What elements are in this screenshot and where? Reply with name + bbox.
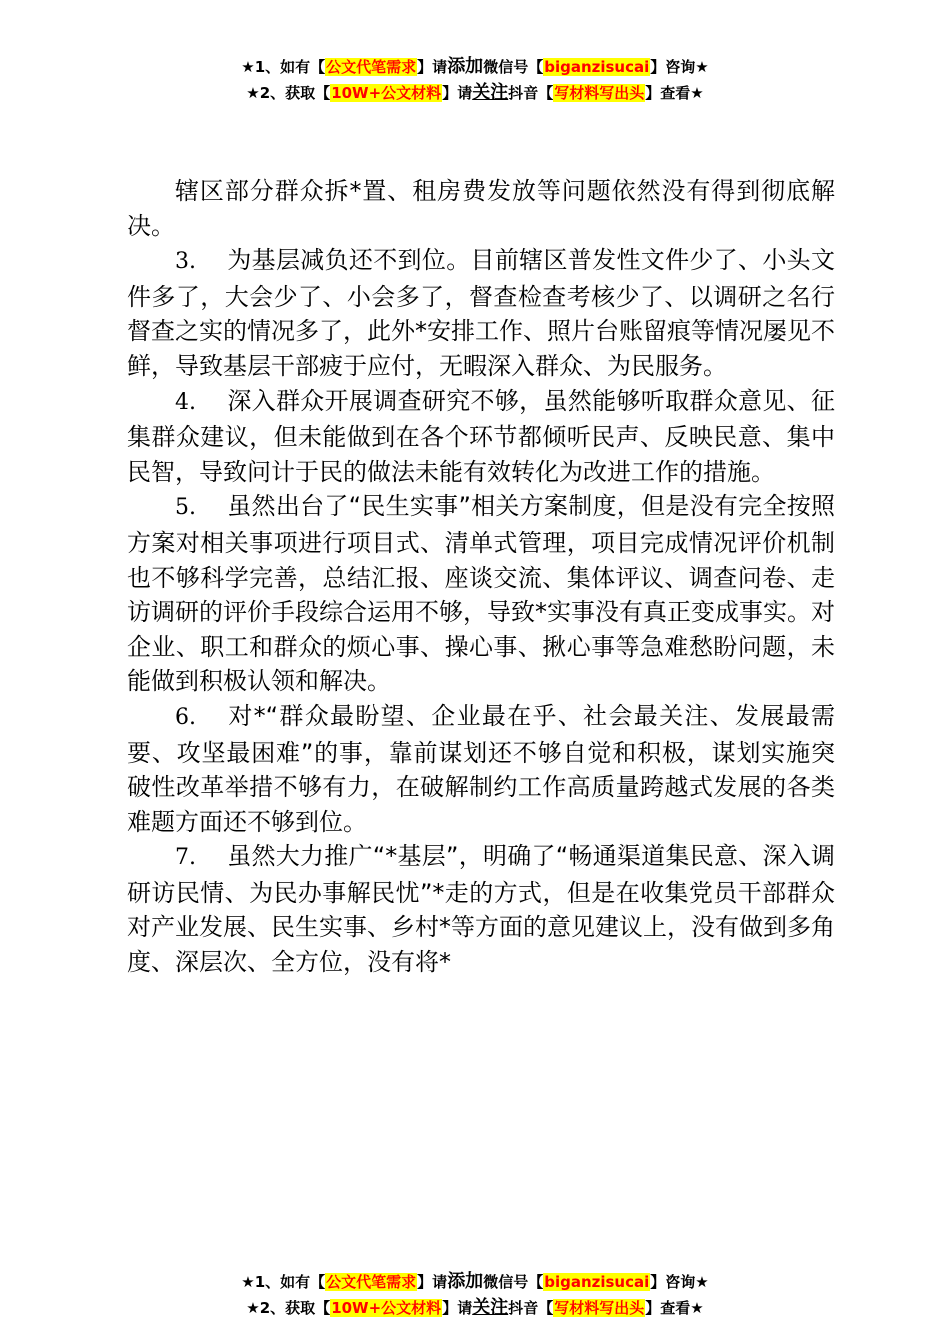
banner-text: ★2、获取【: [246, 84, 331, 102]
paragraph-text: 虽然出台了“民生实事”相关方案制度，但是没有完全按照方案对相关事项进行项目式、清单式管理，项目完成情况评价机制也不够科学完善，总结汇报、座谈交流、集体评议、调查问卷、走访调研的评价手段综合运用不够，导致*实事没有真正变成事实。对企业、职工和群众的烦心事、操心事、揪心事等急难愁盼问题，未能做到积极认领和解决。: [127, 492, 835, 696]
paragraph-item-6: [127, 699, 835, 839]
banner-emphasis: 添加: [447, 1271, 484, 1292]
banner-text: 】咨询★: [650, 58, 709, 76]
banner-text: 】咨询★: [650, 1273, 709, 1291]
paragraph-text: 辖区部分群众拆*置、租房费发放等问题依然没有得到彻底解决。: [127, 177, 835, 240]
banner-douyin-id: 写材料写出头: [554, 1299, 645, 1317]
footer-banner: [0, 1269, 950, 1321]
paragraph-item-7: [127, 839, 835, 979]
banner-text: 】查看★: [645, 84, 704, 102]
banner-highlight: 公文代笔需求: [326, 1273, 417, 1291]
banner-text: 抖音【: [508, 84, 554, 102]
banner-text: ★2、获取【: [246, 1299, 331, 1317]
paragraph-continued: [127, 174, 835, 243]
item-number: 7.: [175, 845, 196, 871]
item-number: 6.: [175, 704, 196, 730]
banner-text: 微信号【: [483, 58, 544, 76]
banner-line-1: [0, 1269, 950, 1295]
banner-emphasis: 关注: [472, 82, 509, 103]
banner-text: 】请: [417, 1273, 448, 1291]
paragraph-item-4: [127, 384, 835, 490]
banner-text: 抖音【: [508, 1299, 554, 1317]
paragraph-item-3: [127, 243, 835, 383]
paragraph-text: 深入群众开展调查研究不够，虽然能够听取群众意见、征集群众建议，但未能做到在各个环节都倾听民声、反映民意、集中民智，导致问计于民的做法未能有效转化为改进工作的措施。: [127, 386, 835, 486]
paragraph-text: 为基层减负还不到位。目前辖区普发性文件少了、小头文件多了，大会少了、小会多了，督查检查考核少了、以调研之名行督查之实的情况多了，此外*安排工作、照片台账留痕等情况屡见不鲜，导致基层干部疲于应付，无暇深入群众、为民服务。: [127, 246, 835, 380]
banner-douyin-id: 写材料写出头: [554, 84, 645, 102]
paragraph-text: 虽然大力推广“*基层”，明确了“畅通渠道集民意、深入调研访民情、为民办事解民忧”*走的方式，但是在收集党员干部群众对产业发展、民生实事、乡村*等方面的意见建议上，没有做到多角度、深层次、全方位，没有将*: [127, 842, 835, 977]
paragraph-text: 对*“群众最盼望、企业最在乎、社会最关注、发展最需要、攻坚最困难”的事，靠前谋划还不够自觉和积极，谋划实施突破性改革举措不够有力，在破解制约工作高质量跨越式发展的各类难题方面还不够到位。: [127, 701, 835, 836]
banner-text: ★1、如有【: [241, 58, 326, 76]
document-body: [127, 174, 835, 980]
banner-text: 】请: [442, 84, 473, 102]
banner-wechat-id: biganzisucai: [544, 1273, 650, 1291]
banner-text: 】请: [442, 1299, 473, 1317]
banner-emphasis: 添加: [447, 56, 484, 77]
header-banner: [0, 54, 950, 106]
banner-highlight: 10W+公文材料: [331, 1299, 442, 1317]
item-number: 4.: [175, 389, 196, 415]
banner-line-2: [0, 80, 950, 106]
banner-line-1: [0, 54, 950, 80]
item-number: 5.: [175, 495, 196, 521]
banner-text: ★1、如有【: [241, 1273, 326, 1291]
banner-text: 】请: [417, 58, 448, 76]
banner-highlight: 公文代笔需求: [326, 58, 417, 76]
banner-text: 微信号【: [483, 1273, 544, 1291]
item-number: 3.: [175, 249, 196, 275]
paragraph-item-5: [127, 489, 835, 699]
banner-line-2: [0, 1295, 950, 1321]
banner-wechat-id: biganzisucai: [544, 58, 650, 76]
banner-highlight: 10W+公文材料: [331, 84, 442, 102]
banner-emphasis: 关注: [472, 1297, 509, 1318]
banner-text: 】查看★: [645, 1299, 704, 1317]
